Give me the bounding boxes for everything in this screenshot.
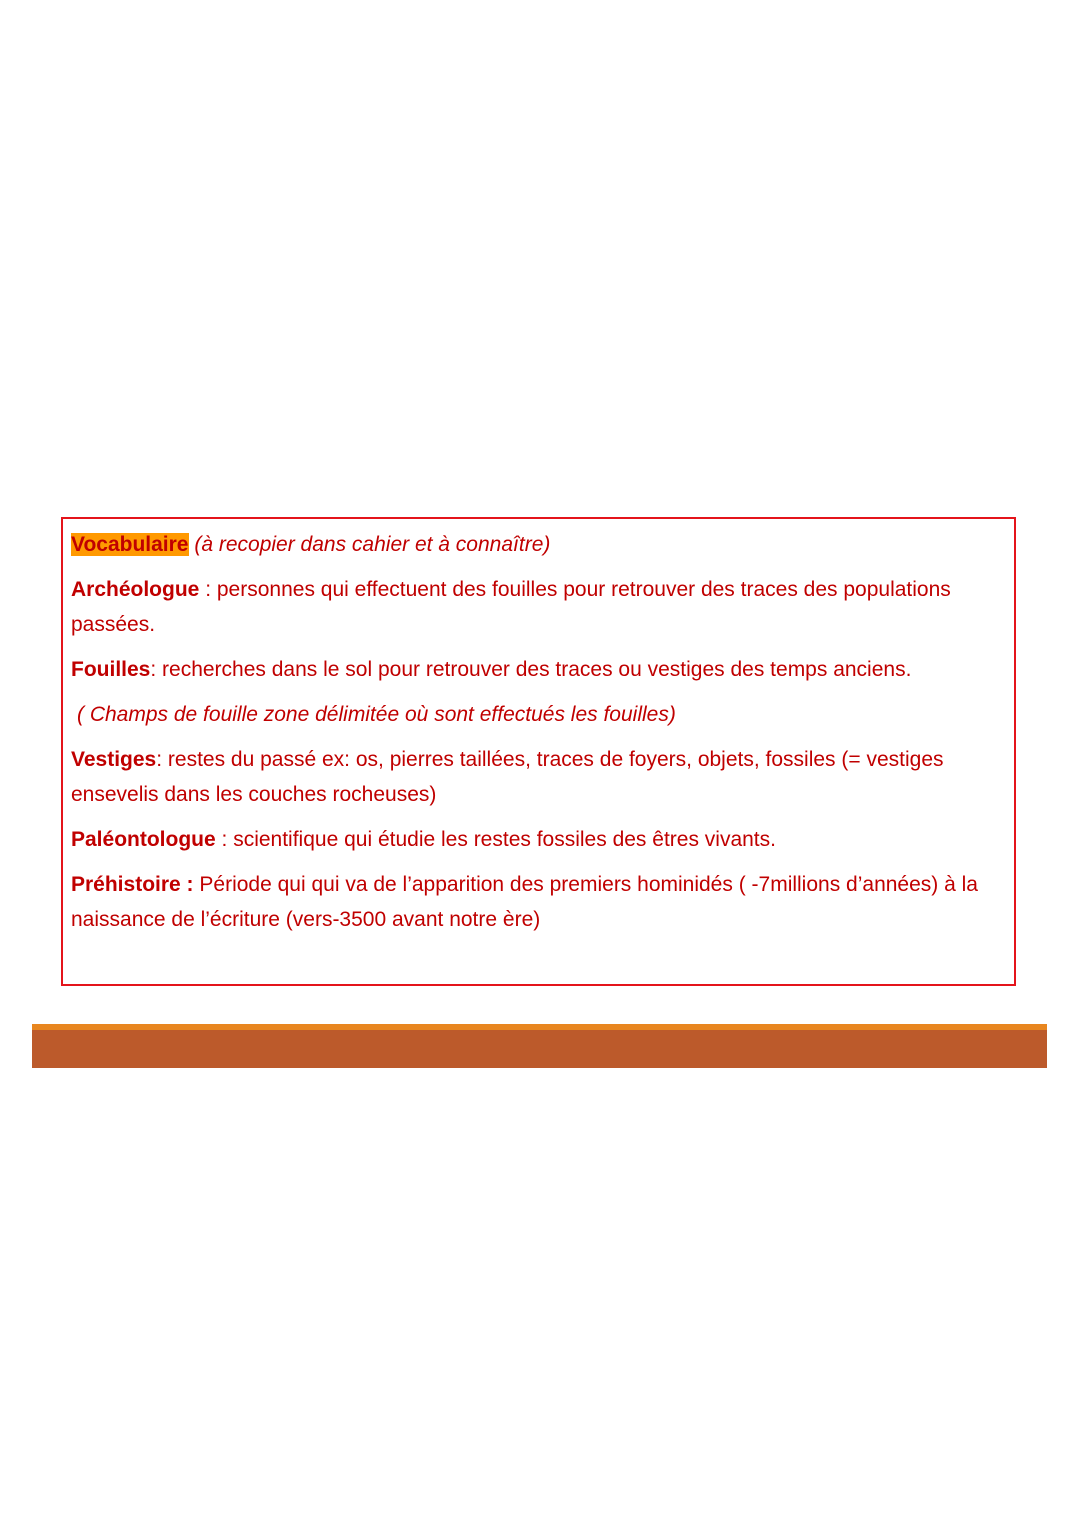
vocab-entry-prehistoire (71, 867, 1006, 937)
vocab-note-champs-de-fouille (71, 697, 1006, 732)
vocab-term: Paléontologue (71, 828, 216, 851)
vocab-entry-paleontologue (71, 822, 1006, 857)
vocab-term: Préhistoire : (71, 873, 194, 896)
vocabulary-title: Vocabulaire (71, 533, 189, 556)
vocab-term: Archéologue (71, 578, 200, 601)
vocab-separator: : (199, 578, 217, 601)
vocabulary-title-note: (à recopier dans cahier et à connaître) (188, 533, 551, 556)
vocab-definition: Période qui qui va de l’apparition des premiers hominidés ( -7millions d’années) à la naissance de l’écriture (vers-3500 avant notre ère) (71, 873, 978, 931)
vocab-definition: recherches dans le sol pour retrouver des traces ou vestiges des temps anciens. (162, 658, 912, 681)
vocab-entry-fouilles (71, 652, 1006, 687)
vocab-definition: personnes qui effectuent des fouilles pour retrouver des traces des populations passées. (71, 578, 951, 636)
vocab-definition: scientifique qui étudie les restes fossiles des êtres vivants. (233, 828, 776, 851)
decorative-band (32, 1030, 1047, 1068)
vocabulary-box (61, 517, 1016, 986)
vocab-term: Fouilles (71, 658, 151, 681)
vocab-separator: : (150, 658, 163, 681)
vocab-entry-archeologue (71, 572, 1006, 642)
vocab-separator: : (156, 748, 168, 771)
vocab-term: Vestiges (71, 748, 157, 771)
vocab-definition: restes du passé ex: os, pierres taillées, traces de foyers, objets, fossiles (= vestiges ensevelis dans les couches rocheuses) (71, 748, 944, 806)
vocabulary-heading (71, 527, 1006, 562)
vocab-entry-vestiges (71, 742, 1006, 812)
vocab-note: ( Champs de fouille zone délimitée où sont effectués les fouilles) (77, 703, 676, 726)
vocab-separator: : (215, 828, 234, 851)
